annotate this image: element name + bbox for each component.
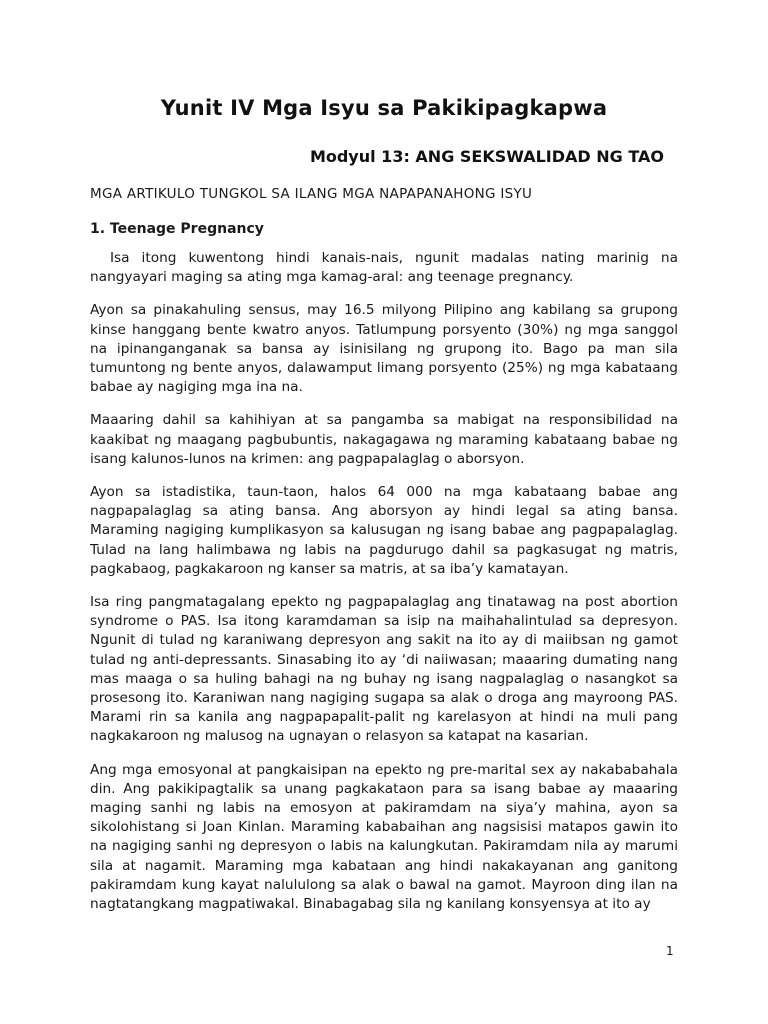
paragraph: Isa ring pangmatagalang epekto ng pagpapalaglag ang tinatawag na post abortion syndrome o PAS. Isa itong karamdaman sa isip na maihahalintulad sa depresyon. Ngunit di tulad ng karaniwang depresyon ang sakit na ito ay di maiibsan ng gamot tulad ng anti-depressants. Sinasabing ito ay ‘di naiiwasan; maaaring dumating nang mas maaga o sa huling bahagi na ng buhay ng isang nagpalaglag o nasangkot sa prosesong ito. Karaniwan nang nagiging sugapa sa alak o droga ang mayroong PAS. Marami rin sa kanila ang nagpapapalit-palit ng karelasyon at hindi na muli pang nagkakaroon ng malusog na ugnayan o relasyon sa katapat na kasarian.	[90, 594, 678, 745]
paragraph: Isa itong kuwentong hindi kanais-nais, ngunit madalas nating marinig na nangyayari maging sa ating mga kamag-aral: ang teenage pregnancy.	[90, 250, 678, 286]
page-number: 1	[666, 944, 674, 958]
unit-title: Yunit IV Mga Isyu sa Pakikipagkapwa	[160, 96, 608, 120]
sub-heading: 1. Teenage Pregnancy	[90, 221, 264, 237]
paragraph: Ang mga emosyonal at pangkaisipan na epekto ng pre-marital sex ay nakababahala din. Ang pakikipagtalik sa unang pagkakataon para sa isang babae ay maaaring maging sanhi ng labis na emosyon at pakiramdam na siya’y mahina, ayon sa sikolohistang si Joan Kinlan. Maraming kababaihan ang nagsisisi matapos gawin ito na nagiging sanhi ng depresyon o labis na kalungkutan. Pakiramdam nila ay marumi sila at nagamit. Maraming mga kabataan ang hindi nakakayanan ang ganitong pakiramdam kung kayat nalululong sa alak o bawal na gamot. Mayroon ding ilan na nagtatangkang magpatiwakal. Binabagabag sila ng kanilang konsyensya at ito ay	[90, 761, 678, 913]
paragraph: Maaaring dahil sa kahihiyan at sa pangamba sa mabigat na responsibilidad na kaakibat ng maagang pagbubuntis, nakagagawa ng maraming kabataang babae ng isang kalunos-lunos na krimen: ang pagpapalaglag o aborsyon.	[90, 412, 678, 467]
section-heading: MGA ARTIKULO TUNGKOL SA ILANG MGA NAPAPANAHONG ISYU	[90, 186, 533, 202]
paragraph: Ayon sa pinakahuling sensus, may 16.5 milyong Pilipino ang kabilang sa grupong kinse hanggang bente kwatro anyos. Tatlumpung porsyento (30%) ng mga sanggol na ipinanganganak sa bansa ay isinisilang ng grupong ito. Bago pa man sila tumuntong ng bente anyos, dalawamput limang porsyento (25%) ng mga kabataang babae ay nagiging mga ina na.	[90, 302, 678, 396]
paragraph: Ayon sa istadistika, taun-taon, halos 64 000 na mga kabataang babae ang nagpapalaglag sa ating bansa. Ang aborsyon ay hindi legal sa ating bansa. Maraming nagiging kumplikasyon sa kalusugan ng isang babae ang pagpapalaglag. Tulad na lang halimbawa ng labis na pagdurugo dahil sa pagkasugat ng matris, pagkabaog, pagkakaroon ng kanser sa matris, at sa iba’y kamatayan.	[90, 484, 678, 577]
document-page	[90, 96, 678, 914]
module-title: Modyul 13: ANG SEKSWALIDAD NG TAO	[309, 147, 664, 166]
body-text	[90, 249, 678, 914]
